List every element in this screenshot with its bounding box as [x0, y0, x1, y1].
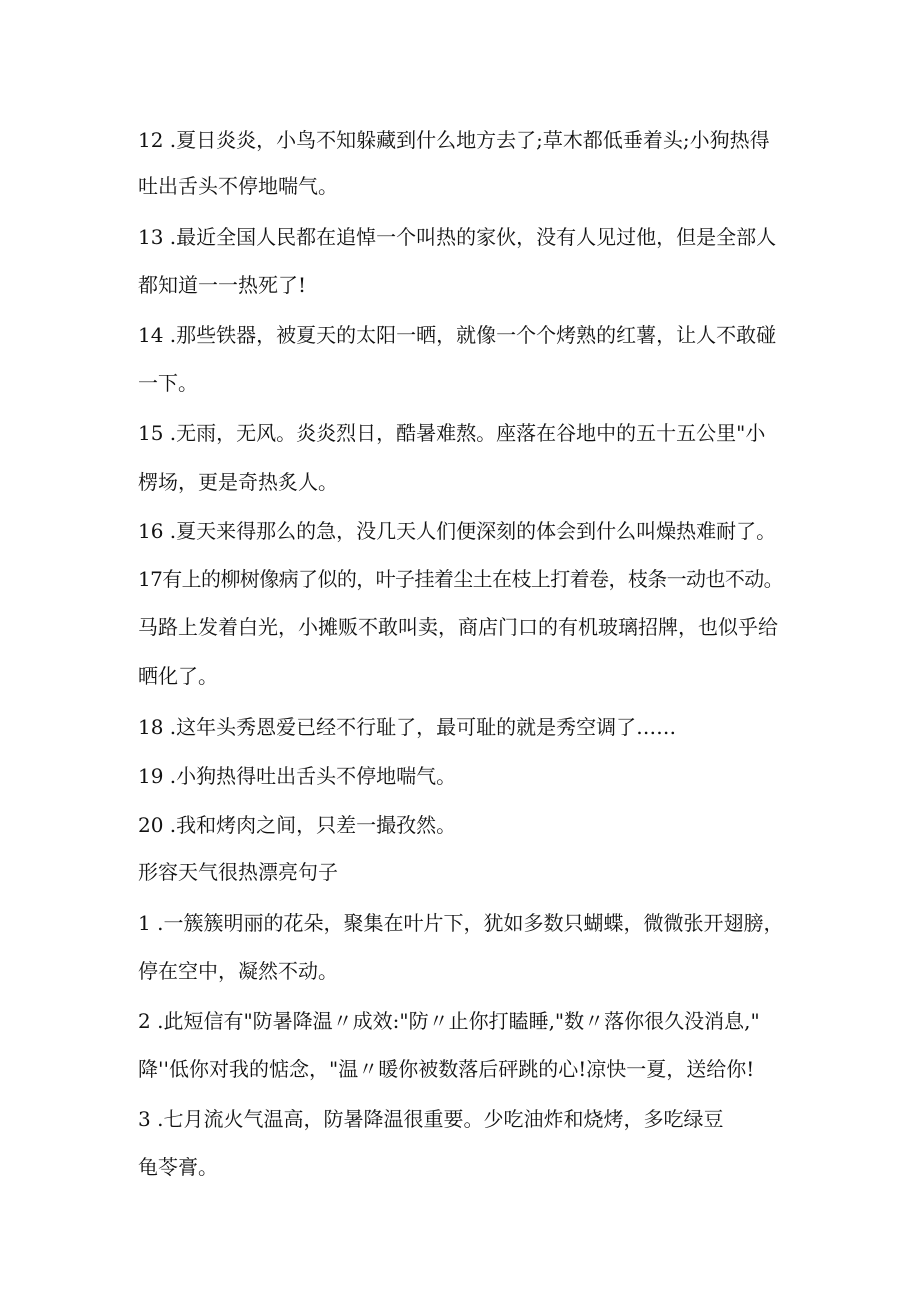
text-line: 都知道一一热死了!: [138, 273, 307, 297]
text-line: 晒化了。: [138, 664, 218, 688]
text-line: 16 .夏天来得那么的急，没几天人们便深刻的体会到什么叫燥热难耐了。: [138, 519, 777, 543]
text-line: 17有上的柳树像病了似的，叶子挂着尘土在枝上打着卷，枝条一动也不动。: [138, 567, 784, 591]
text-line: 15 .无雨，无风。炎炎烈日，酷暑难熬。座落在谷地中的五十五公里"小: [138, 421, 766, 445]
text-line: 吐出舌头不停地喘气。: [138, 174, 338, 198]
text-line: 停在空中，凝然不动。: [138, 959, 338, 983]
text-line: 19 .小狗热得吐出舌头不停地喘气。: [138, 764, 457, 788]
text-line: 1 .一簇簇明丽的花朵，聚集在叶片下，犹如多数只蝴蝶，微微张开翅膀，: [138, 911, 784, 935]
text-line: 13 .最近全国人民都在追悼一个叫热的家伙，没有人见过他，但是全部人: [138, 225, 777, 249]
text-line: 一下。: [138, 371, 198, 395]
text-line: 3 .七月流火气温高，防暑降温很重要。少吃油炸和烧烤，多吃绿豆: [138, 1107, 724, 1131]
text-line: 2 .此短信有"防暑降温〃成效:"防〃止你打瞌睡,"数〃落你很久没消息,": [138, 1009, 760, 1033]
text-line: 12 .夏日炎炎，小鸟不知躲藏到什么地方去了;草木都低垂着头;小狗热得: [138, 128, 770, 152]
text-line: 20 .我和烤肉之间，只差一撮孜然。: [138, 813, 457, 837]
text-line: 降''低你对我的惦念，"温〃暖你被数落后砰跳的心!凉快一夏，送给你!: [138, 1057, 755, 1081]
section-heading: 形容天气很热漂亮句子: [138, 860, 338, 884]
text-line: 18 .这年头秀恩爱已经不行耻了，最可耻的就是秀空调了……: [138, 715, 677, 739]
text-line: 楞场，更是奇热炙人。: [138, 470, 338, 494]
text-line: 14 .那些铁器，被夏天的太阳一晒，就像一个个烤熟的红薯，让人不敢碰: [138, 323, 777, 347]
text-line: 马路上发着白光，小摊贩不敢叫卖，商店门口的有机玻璃招牌，也似乎给: [138, 615, 778, 639]
text-line: 龟苓膏。: [138, 1155, 218, 1179]
